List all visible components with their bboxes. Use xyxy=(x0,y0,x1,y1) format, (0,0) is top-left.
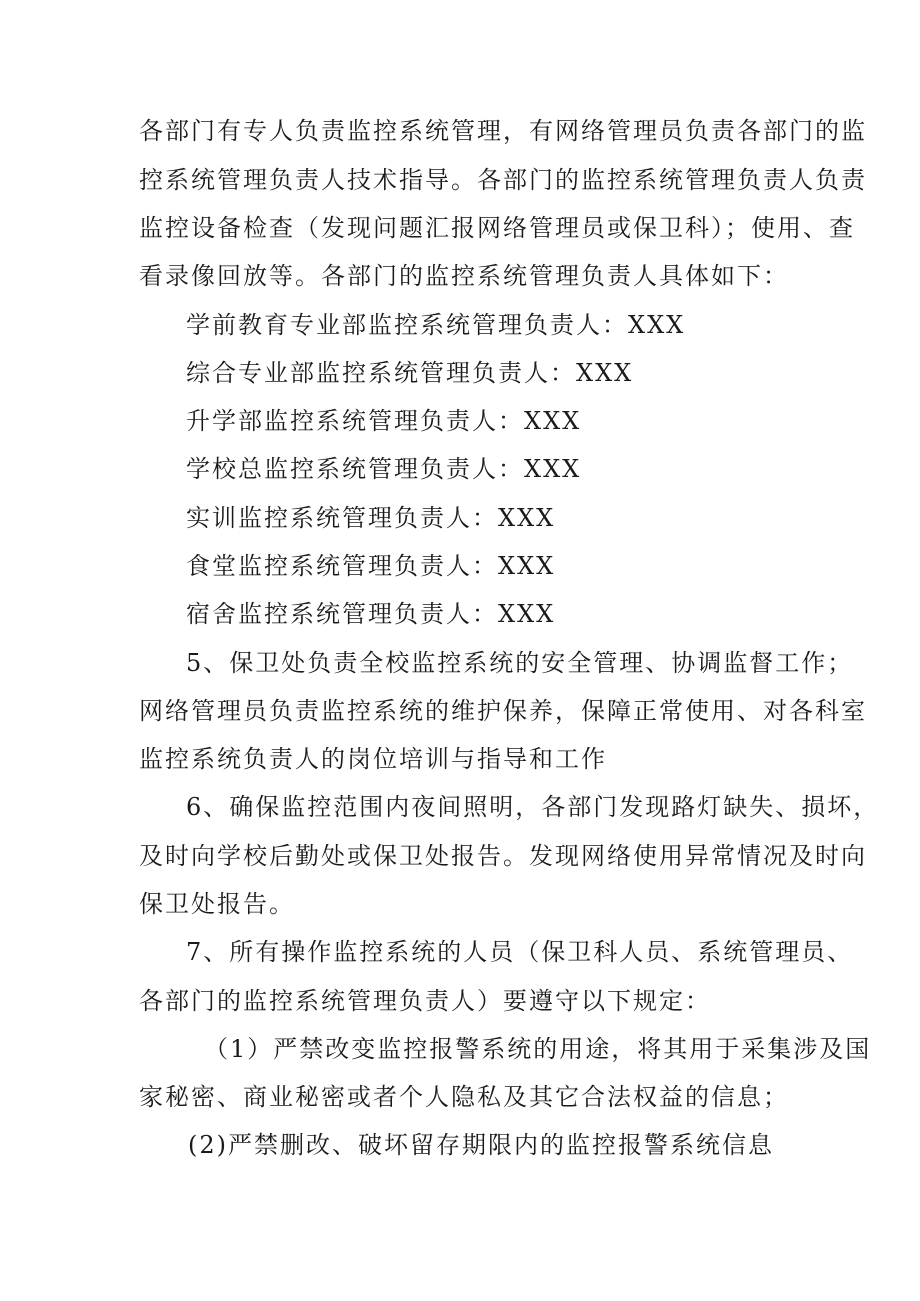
paragraph-line: (2)严禁删改、破坏留存期限内的监控报警系统信息 xyxy=(188,1131,774,1159)
paragraph-line: 各部门有专人负责监控系统管理，有网络管理员负责各部门的监 xyxy=(139,117,867,145)
paragraph-line: 保卫处报告。 xyxy=(139,890,295,918)
list-item: 学校总监控系统管理负责人：XXX xyxy=(186,455,582,483)
paragraph-line: 控系统管理负责人技术指导。各部门的监控系统管理负责人负责 xyxy=(139,166,867,194)
paragraph-line: 5、保卫处负责全校监控系统的安全管理、协调监督工作； xyxy=(186,649,854,677)
paragraph-line: 看录像回放等。各部门的监控系统管理负责人具体如下： xyxy=(139,262,789,290)
paragraph-line: 6、确保监控范围内夜间照明，各部门发现路灯缺失、损坏， xyxy=(186,793,880,821)
paragraph-line: 各部门的监控系统管理负责人）要遵守以下规定： xyxy=(139,987,711,1015)
list-item: 实训监控系统管理负责人：XXX xyxy=(186,504,556,532)
paragraph-line: 监控系统负责人的岗位培训与指导和工作 xyxy=(139,745,607,773)
paragraph-line: 及时向学校后勤处或保卫处报告。发现网络使用异常情况及时向 xyxy=(139,842,867,870)
list-item: 升学部监控系统管理负责人：XXX xyxy=(186,407,582,435)
list-item: 综合专业部监控系统管理负责人：XXX xyxy=(186,359,634,387)
list-item: 学前教育专业部监控系统管理负责人：XXX xyxy=(186,311,686,339)
paragraph-line: （1）严禁改变监控报警系统的用途，将其用于采集涉及国 xyxy=(204,1035,872,1063)
paragraph-line: 网络管理员负责监控系统的维护保养，保障正常使用、对各科室 xyxy=(139,697,867,725)
list-item: 宿舍监控系统管理负责人：XXX xyxy=(186,600,556,628)
list-item: 食堂监控系统管理负责人：XXX xyxy=(186,552,556,580)
paragraph-line: 监控设备检查（发现问题汇报网络管理员或保卫科）；使用、查 xyxy=(139,214,855,242)
paragraph-line: 7、所有操作监控系统的人员（保卫科人员、系统管理员、 xyxy=(186,938,854,966)
paragraph-line: 家秘密、商业秘密或者个人隐私及其它合法权益的信息； xyxy=(139,1083,789,1111)
